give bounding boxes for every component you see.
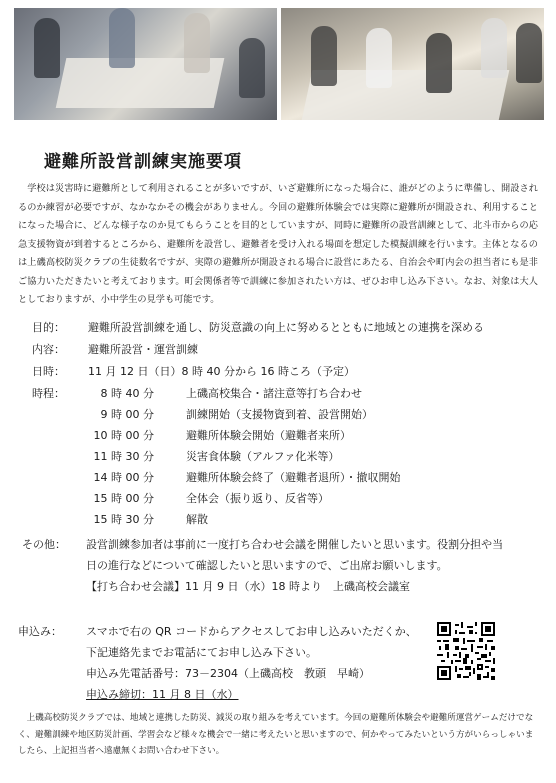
purpose-label: 目的： [32,321,65,334]
schedule-time: 8 時 40 分 [100,387,154,400]
content-value: 避難所設営・運営訓練 [88,343,198,356]
schedule-event: 訓練開始（支援物資到着、設営開始） [186,408,373,421]
datetime-label: 日時： [32,365,65,378]
intro-paragraph: 学校は災害時に避難所として利用されることが多いですが、いざ避難所になった場合に、誰がどのように準備し、開設されるのか練習が必要ですが、なかなかその機会がありません。今回の避難所体験会では実際に避難所が開設され、利用することになった場合に、どんな様子なのか見てもらうことを目的としていますが、同時に避難所の設営訓練として、北斗市からの応急支援物資が到着するところから、避難所を設営し、避難者を受け入れる場面を想定した模擬訓練を行います。主体となるのは上磯高校防災クラブの生徒数名ですが、実際の避難所が開設される場合に設営にあたる、自治会や町内会の担当者にも是非ご協力いただきたいと考えております。町会関係者等で訓練に参加されたい方は、ぜひお申し込み下さい。なお、対象は大人としておりますが、小中学生の見学も可能です。 [18,183,538,305]
schedule-event: 災害食体験（アルファ化米等） [186,450,340,463]
qr-code-icon[interactable] [437,622,495,680]
apply-line: 下記連絡先までお電話にてお申し込み下さい。 [86,646,317,659]
photo-training-left [14,8,277,120]
schedule-time: 15 時 00 分 [93,492,154,505]
page-title: 避難所設営訓練実施要項 [44,152,242,172]
other-label: その他： [22,538,66,551]
footer-note: 上磯高校防災クラブでは、地域と連携した防災、減災の取り組みを考えています。今回の避難所体験会や避難所運営ゲームだけでなく、避難訓練や地区防災計画、学習会など様々な機会で一緒に考えたいと思いますので、何かやってみたいという方がいらっしゃいましたら、上記担当者へ遠慮無くお問い合わせ下さい。 [18,713,534,756]
schedule-time: 10 時 00 分 [93,429,154,442]
apply-line: スマホで右の QR コードからアクセスしてお申し込みいただくか、 [86,625,417,638]
apply-deadline: 申込み締切：11 月 8 日（水） [86,688,239,701]
schedule-event: 避難所体験会終了（避難者退所）・撤収開始 [186,471,401,484]
schedule-time: 14 時 00 分 [93,471,154,484]
schedule-time: 11 時 30 分 [93,450,154,463]
meeting-info: 【打ち合わせ会議】11 月 9 日（水）18 時より 上磯高校会議室 [86,580,410,593]
other-line: 設営訓練参加者は事前に一度打ち合わせ会議を開催したいと思います。役割分担や当 [86,538,504,551]
photo-training-right [281,8,544,120]
schedule-time: 15 時 30 分 [93,513,154,526]
apply-label: 申込み： [18,625,62,638]
header-photos [14,8,544,120]
schedule-event: 解散 [186,513,208,526]
other-line: 日の進行などについて確認したいと思いますので、ご出席お願いします。 [86,559,448,572]
schedule-event: 避難所体験会開始（避難者来所） [186,429,351,442]
content-label: 内容： [32,343,65,356]
datetime-value: 11 月 12 日（日）8 時 40 分から 16 時ころ（予定） [88,365,355,378]
purpose-value: 避難所設営訓練を通し、防災意識の向上に努めるとともに地域との連携を深める [88,321,484,334]
apply-phone: 申込み先電話番号：73－2304（上磯高校 教頭 早崎） [86,667,370,680]
schedule-label: 時程： [32,387,65,400]
schedule-time: 9 時 00 分 [100,408,154,421]
schedule-event: 上磯高校集合・諸注意等打ち合わせ [186,387,362,400]
schedule-event: 全体会（振り返り、反省等） [186,492,329,505]
